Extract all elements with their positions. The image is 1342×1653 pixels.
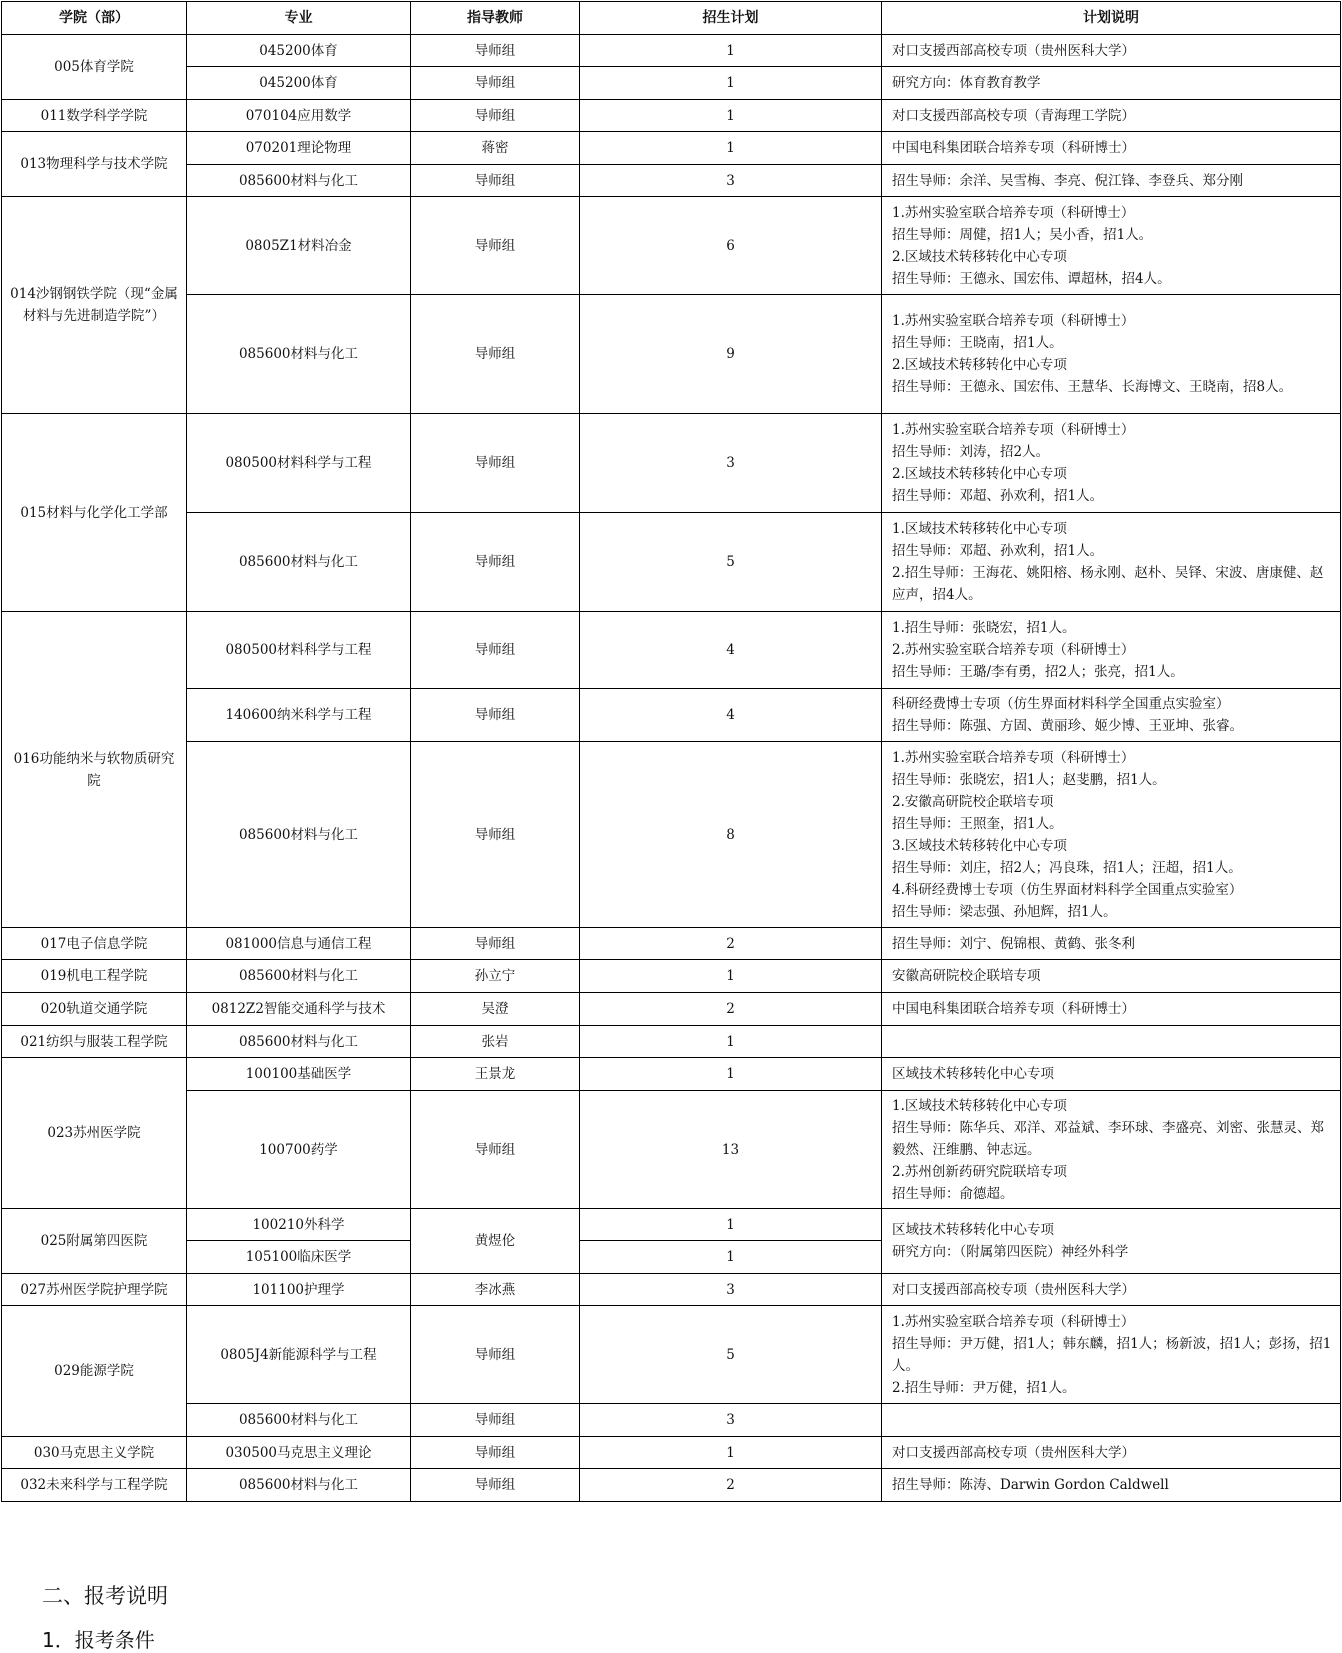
note-line: 2.招生导师：尹万健，招1人。 <box>892 1379 1076 1396</box>
section-subtitle: 1．报考条件 <box>42 1628 155 1652</box>
plan-cell: 3 <box>580 1274 882 1306</box>
table-row <box>2 612 1341 689</box>
plan-cell: 1 <box>580 1058 882 1091</box>
table-row <box>2 197 1341 295</box>
note-line: 招生导师：张晓宏，招1人；赵斐鹏，招1人。 <box>892 771 1166 788</box>
advisor-cell: 导师组 <box>411 742 580 928</box>
advisor-cell: 导师组 <box>411 1091 580 1209</box>
advisor-cell: 导师组 <box>411 295 580 414</box>
notes-cell <box>882 100 1341 132</box>
note-line: 2.区域技术转移转化中心专项 <box>892 248 1067 265</box>
major-cell: 045200体育 <box>187 67 411 100</box>
note-line: 招生导师：王璐/李有勇，招2人；张亮，招1人。 <box>892 664 1184 680</box>
major-cell: 070201理论物理 <box>187 132 411 165</box>
major-cell: 080500材料科学与工程 <box>187 414 411 513</box>
table-row <box>2 295 1341 414</box>
plan-cell: 3 <box>580 165 882 197</box>
major-cell: 100700药学 <box>187 1091 411 1209</box>
table-row <box>2 742 1341 928</box>
table-row <box>2 513 1341 612</box>
plan-cell: 1 <box>580 132 882 165</box>
plan-cell: 1 <box>580 960 882 993</box>
notes-cell <box>882 1469 1341 1502</box>
table-row <box>2 132 1341 165</box>
college-cell: 013物理科学与技术学院 <box>2 132 187 197</box>
advisor-cell: 导师组 <box>411 197 580 295</box>
plan-cell: 2 <box>580 1469 882 1502</box>
note-line: 招生导师：刘涛，招2人。 <box>892 444 1050 460</box>
college-cell: 027苏州医学院护理学院 <box>2 1274 187 1306</box>
advisor-cell: 蒋密 <box>411 132 580 165</box>
note-line: 2.安徽高研院校企联培专项 <box>892 793 1054 810</box>
plan-cell: 5 <box>580 1306 882 1404</box>
college-cell: 025附属第四医院 <box>2 1209 187 1274</box>
note-line: 招生导师：王晓南，招1人。 <box>892 335 1063 351</box>
notes-cell <box>882 1274 1341 1306</box>
major-cell: 085600材料与化工 <box>187 1026 411 1058</box>
college-cell: 016功能纳米与软物质研究院 <box>2 612 187 928</box>
college-cell: 015材料与化学化工学部 <box>2 414 187 612</box>
advisor-cell: 张岩 <box>411 1026 580 1058</box>
note-line: 1.区域技术转移转化中心专项 <box>892 521 1067 537</box>
major-cell: 105100临床医学 <box>187 1241 411 1274</box>
college-cell: 030马克思主义学院 <box>2 1437 187 1469</box>
advisor-cell: 导师组 <box>411 165 580 197</box>
notes-cell <box>882 295 1341 414</box>
advisor-cell: 李冰燕 <box>411 1274 580 1306</box>
major-cell: 085600材料与化工 <box>187 513 411 612</box>
note-line: 招生导师：刘宁、倪锦根、黄鹤、张冬利 <box>892 935 1135 952</box>
table-row <box>2 1058 1341 1091</box>
notes-cell <box>882 165 1341 197</box>
major-cell: 100210外科学 <box>187 1209 411 1241</box>
college-cell: 011数学科学学院 <box>2 100 187 132</box>
plan-cell: 3 <box>580 414 882 513</box>
college-cell: 019机电工程学院 <box>2 960 187 993</box>
advisor-cell: 导师组 <box>411 612 580 689</box>
plan-cell: 1 <box>580 100 882 132</box>
note-line: 安徽高研院校企联培专项 <box>892 968 1041 984</box>
plan-cell: 1 <box>580 1437 882 1469</box>
college-cell: 005体育学院 <box>2 35 187 100</box>
advisor-cell: 导师组 <box>411 67 580 100</box>
note-line: 对口支援西部高校专项（青海理工学院） <box>892 107 1135 124</box>
table-row <box>2 1026 1341 1058</box>
note-line: 招生导师：陈华兵、邓洋、邓益斌、李环球、李盛亮、刘密、张慧灵、郑毅然、汪维鹏、钟志远。 <box>892 1119 1324 1158</box>
header-plan: 招生计划 <box>580 2 882 35</box>
table-row <box>2 993 1341 1026</box>
advisor-cell: 导师组 <box>411 414 580 513</box>
major-cell: 070104应用数学 <box>187 100 411 132</box>
note-line: 招生导师：邓超、孙欢利，招1人。 <box>892 543 1104 559</box>
note-line: 对口支援西部高校专项（贵州医科大学） <box>892 42 1135 59</box>
notes-cell <box>882 1091 1341 1209</box>
table-row <box>2 1091 1341 1209</box>
note-line: 研究方向：体育教育教学 <box>892 75 1041 91</box>
advisor-cell: 导师组 <box>411 513 580 612</box>
table-header-row <box>2 2 1341 35</box>
note-line: 1.苏州实验室联合培养专项（科研博士） <box>892 313 1135 329</box>
table-row <box>2 1404 1341 1437</box>
plan-cell: 4 <box>580 612 882 689</box>
major-cell: 085600材料与化工 <box>187 742 411 928</box>
table-row <box>2 67 1341 100</box>
table-row <box>2 165 1341 197</box>
college-cell: 014沙钢钢铁学院（现“金属材料与先进制造学院”） <box>2 197 187 414</box>
advisor-cell: 导师组 <box>411 1469 580 1502</box>
advisor-cell: 导师组 <box>411 1306 580 1404</box>
note-line: 2.招生导师：王海花、姚阳榕、杨永刚、赵朴、吴铎、宋波、唐康健、赵应声，招4人。 <box>892 565 1324 603</box>
table-row <box>2 1469 1341 1502</box>
table-row <box>2 100 1341 132</box>
plan-cell: 1 <box>580 1209 882 1241</box>
note-line: 1.苏州实验室联合培养专项（科研博士） <box>892 1313 1135 1330</box>
major-cell: 140600纳米科学与工程 <box>187 689 411 742</box>
note-line: 招生导师：王照奎，招1人。 <box>892 815 1063 832</box>
note-line: 招生导师：余洋、吴雪梅、李亮、倪江锋、李登兵、郑分刚 <box>892 172 1243 189</box>
header-college: 学院（部） <box>2 2 187 35</box>
note-line: 研究方向：（附属第四医院）神经外科学 <box>892 1244 1129 1260</box>
note-line: 1.苏州实验室联合培养专项（科研博士） <box>892 749 1135 766</box>
note-line: 招生导师：邓超、孙欢利，招1人。 <box>892 488 1104 504</box>
plan-cell: 8 <box>580 742 882 928</box>
note-line: 1.区域技术转移转化中心专项 <box>892 1097 1067 1114</box>
major-cell: 085600材料与化工 <box>187 960 411 993</box>
header-major: 专业 <box>187 2 411 35</box>
major-cell: 0805J4新能源科学与工程 <box>187 1306 411 1404</box>
notes-cell <box>882 132 1341 165</box>
table-row <box>2 960 1341 993</box>
plan-cell: 1 <box>580 35 882 67</box>
advisor-cell: 王景龙 <box>411 1058 580 1091</box>
plan-cell: 1 <box>580 67 882 100</box>
note-line: 1.苏州实验室联合培养专项（科研博士） <box>892 204 1135 221</box>
advisor-cell: 导师组 <box>411 35 580 67</box>
major-cell: 100100基础医学 <box>187 1058 411 1091</box>
college-cell: 032未来科学与工程学院 <box>2 1469 187 1502</box>
plan-cell: 5 <box>580 513 882 612</box>
note-line: 科研经费博士专项（仿生界面材料科学全国重点实验室） <box>892 696 1230 712</box>
note-line: 2.苏州实验室联合培养专项（科研博士） <box>892 642 1135 658</box>
major-cell: 080500材料科学与工程 <box>187 612 411 689</box>
section-title: 二、报考说明 <box>42 1584 168 1608</box>
notes-cell <box>882 1026 1341 1058</box>
advisor-cell: 导师组 <box>411 928 580 960</box>
note-line: 招生导师：尹万健，招1人；韩东麟，招1人；杨新波，招1人；彭扬，招1人。 <box>892 1335 1332 1374</box>
notes-cell <box>882 513 1341 612</box>
note-line: 招生导师：陈强、方固、黄丽珍、姬少博、王亚坤、张睿。 <box>892 718 1243 734</box>
note-line: 对口支援西部高校专项（贵州医科大学） <box>892 1444 1135 1461</box>
notes-cell <box>882 1437 1341 1469</box>
plan-cell: 13 <box>580 1091 882 1209</box>
major-cell: 045200体育 <box>187 35 411 67</box>
note-line: 2.区域技术转移转化中心专项 <box>892 466 1067 482</box>
header-advisor: 指导教师 <box>411 2 580 35</box>
table-row <box>2 414 1341 513</box>
notes-cell <box>882 35 1341 67</box>
advisor-cell: 黄煜伦 <box>411 1209 580 1274</box>
note-line: 区域技术转移转化中心专项 <box>892 1222 1054 1238</box>
notes-cell <box>882 960 1341 993</box>
note-line: 招生导师：俞德超。 <box>892 1185 1014 1202</box>
enrollment-plan-table <box>1 1 1341 1502</box>
advisor-cell: 导师组 <box>411 1404 580 1437</box>
college-cell: 021纺织与服装工程学院 <box>2 1026 187 1058</box>
advisor-cell: 导师组 <box>411 689 580 742</box>
header-notes: 计划说明 <box>882 2 1341 35</box>
college-cell: 023苏州医学院 <box>2 1058 187 1209</box>
note-line: 招生导师：梁志强、孙旭辉，招1人。 <box>892 903 1117 920</box>
note-line: 区域技术转移转化中心专项 <box>892 1066 1054 1082</box>
note-line: 2.苏州创新药研究院联培专项 <box>892 1163 1067 1180</box>
table-row <box>2 689 1341 742</box>
major-cell: 085600材料与化工 <box>187 1469 411 1502</box>
major-cell: 081000信息与通信工程 <box>187 928 411 960</box>
plan-cell: 4 <box>580 689 882 742</box>
note-line: 2.区域技术转移转化中心专项 <box>892 357 1067 373</box>
plan-cell: 2 <box>580 928 882 960</box>
table-row <box>2 35 1341 67</box>
college-cell: 017电子信息学院 <box>2 928 187 960</box>
major-cell: 0812Z2智能交通科学与技术 <box>187 993 411 1026</box>
notes-cell <box>882 1058 1341 1091</box>
note-line: 中国电科集团联合培养专项（科研博士） <box>892 1001 1135 1017</box>
notes-cell <box>882 689 1341 742</box>
major-cell: 0805Z1材料冶金 <box>187 197 411 295</box>
major-cell: 030500马克思主义理论 <box>187 1437 411 1469</box>
advisor-cell: 导师组 <box>411 1437 580 1469</box>
notes-cell <box>882 928 1341 960</box>
plan-cell: 3 <box>580 1404 882 1437</box>
table-row <box>2 1274 1341 1306</box>
college-cell: 029能源学院 <box>2 1306 187 1437</box>
major-cell: 085600材料与化工 <box>187 165 411 197</box>
plan-cell: 9 <box>580 295 882 414</box>
note-line: 招生导师：周健，招1人；吴小香，招1人。 <box>892 226 1153 243</box>
advisor-cell: 孙立宁 <box>411 960 580 993</box>
notes-cell <box>882 1404 1341 1437</box>
notes-cell <box>882 1209 1341 1274</box>
table-row <box>2 1437 1341 1469</box>
note-line: 招生导师：刘庄，招2人；冯良珠，招1人；汪超，招1人。 <box>892 859 1242 876</box>
notes-cell <box>882 742 1341 928</box>
plan-cell: 6 <box>580 197 882 295</box>
advisor-cell: 吴澄 <box>411 993 580 1026</box>
notes-cell <box>882 197 1341 295</box>
table-row <box>2 1209 1341 1241</box>
plan-cell: 1 <box>580 1026 882 1058</box>
note-line: 对口支援西部高校专项（贵州医科大学） <box>892 1281 1135 1298</box>
notes-cell <box>882 67 1341 100</box>
major-cell: 085600材料与化工 <box>187 295 411 414</box>
advisor-cell: 导师组 <box>411 100 580 132</box>
table-row <box>2 1306 1341 1404</box>
major-cell: 101100护理学 <box>187 1274 411 1306</box>
major-cell: 085600材料与化工 <box>187 1404 411 1437</box>
plan-cell: 1 <box>580 1241 882 1274</box>
note-line: 4.科研经费博士专项（仿生界面材料科学全国重点实验室） <box>892 881 1243 898</box>
note-line: 招生导师：王德永、国宏伟、王慧华、长海博文、王晓南，招8人。 <box>892 379 1293 395</box>
note-line: 中国电科集团联合培养专项（科研博士） <box>892 140 1135 156</box>
notes-cell <box>882 1306 1341 1404</box>
table-row <box>2 928 1341 960</box>
note-line: 招生导师：陈涛、Darwin Gordon Caldwell <box>892 1477 1169 1493</box>
note-line: 招生导师：王德永、国宏伟、谭超林，招4人。 <box>892 270 1171 287</box>
notes-cell <box>882 612 1341 689</box>
plan-cell: 2 <box>580 993 882 1026</box>
notes-cell <box>882 993 1341 1026</box>
note-line: 1.招生导师：张晓宏，招1人。 <box>892 620 1076 636</box>
note-line: 1.苏州实验室联合培养专项（科研博士） <box>892 422 1135 438</box>
notes-cell <box>882 414 1341 513</box>
college-cell: 020轨道交通学院 <box>2 993 187 1026</box>
note-line: 3.区域技术转移转化中心专项 <box>892 837 1067 854</box>
